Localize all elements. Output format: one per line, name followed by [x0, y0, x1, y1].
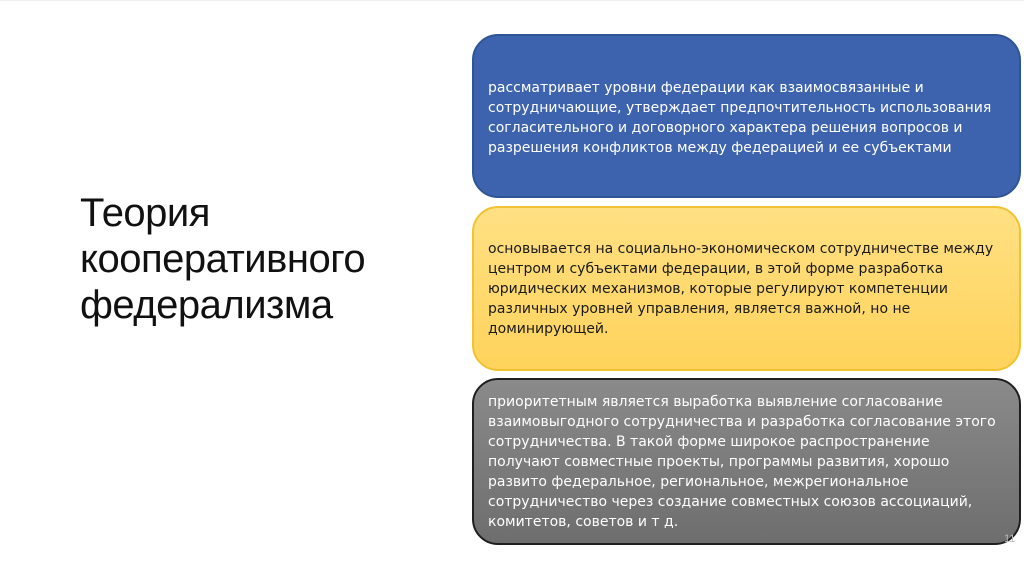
top-divider [0, 0, 1024, 1]
definition-text: основывается на социально-экономическом сотрудничестве между центром и субъектами федерации, в этой форме разработка юридических механизмов, которые регулируют компетенции различных уровней управления, является важной, но не доминирующей. [488, 240, 994, 337]
definition-text: приоритетным является выработка выявление согласование взаимовыгодного сотрудничества и разработка согласование этого сотрудничества. В такой форме широкое распространение получают совместные проекты, программы развития, хорошо развито федеральное, региональное, межрегиональное сотрудничество через создание совместных союзов ассоциаций, комитетов, советов и т д. [488, 393, 996, 530]
definition-box-blue [472, 34, 1021, 198]
definition-box-gray [472, 378, 1021, 545]
page-number: 11 [1004, 533, 1016, 545]
definition-box-yellow [472, 206, 1021, 371]
definition-text: рассматривает уровни федерации как взаимосвязанные и сотрудничающие, утверждает предпочтительность использования согласительного и договорного характера решения вопросов и разрешения конфликтов между федерацией и ее субъектами [488, 80, 992, 156]
title-line: кооперативного [80, 237, 366, 281]
title-line: Теория [80, 191, 210, 235]
slide-title [80, 190, 440, 328]
title-line: федерализма [80, 283, 333, 327]
